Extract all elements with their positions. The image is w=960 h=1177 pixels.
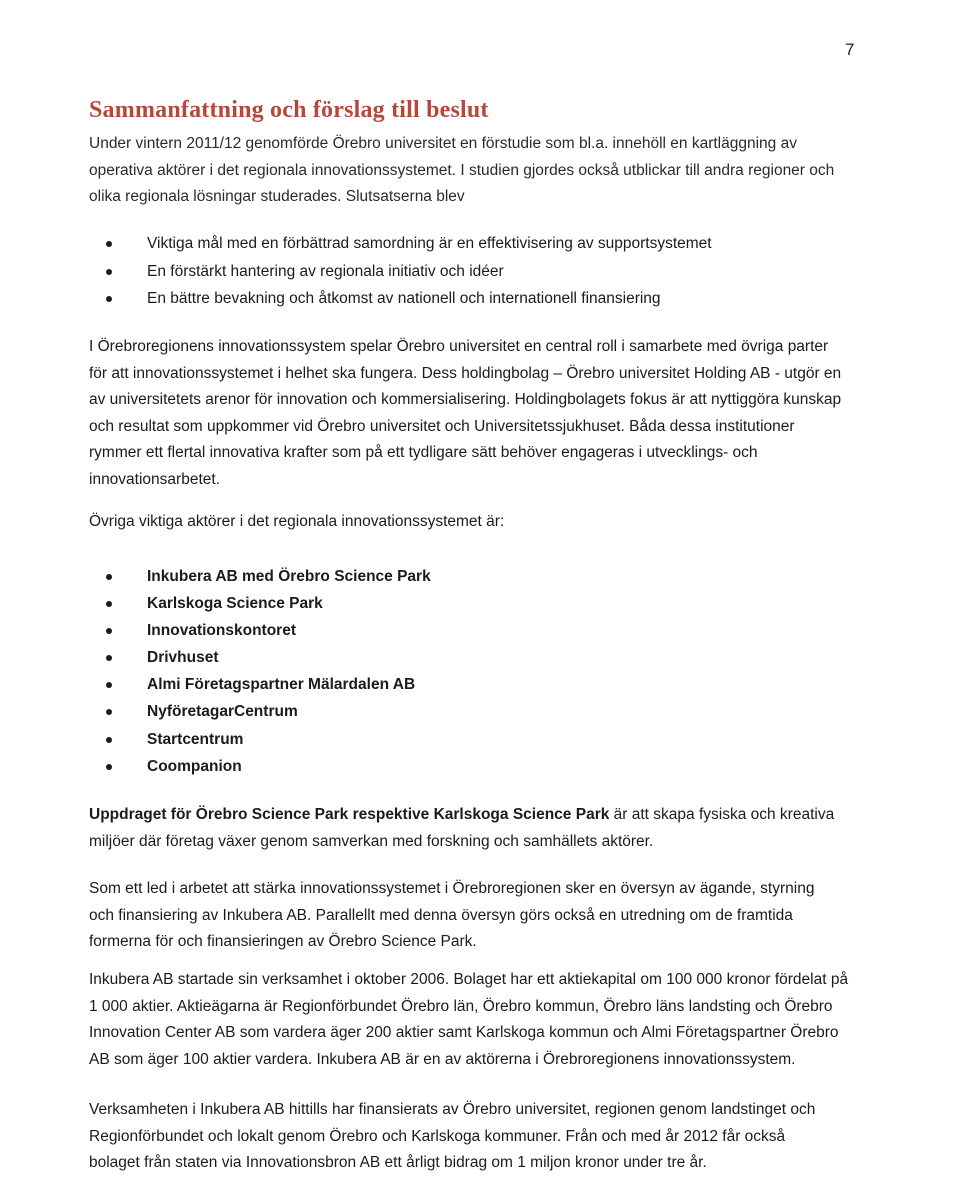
conclusions-list [106,230,712,313]
actor-name: Inkubera AB med Örebro Science Park [147,568,431,585]
actor-name: Innovationskontoret [147,622,296,640]
bullet-icon [106,682,112,688]
bullet-icon [106,764,112,770]
list-item [106,617,431,644]
list-item [106,590,431,617]
bullet-icon [106,269,112,275]
actor-name: Almi Företagspartner Mälardalen AB [147,676,416,694]
assignment-text: är att skapa fysiska och kreativa miljöer där företag växer genom samverkan med forskning och samhällets aktörer. [89,806,835,850]
assignment-bold-text: Uppdraget för Örebro Science Park respektive Karlskoga Science Park [89,806,610,823]
review-paragraph: Som ett led i arbetet att stärka innovationssystemet i Örebroregionen sker en översyn av ägande, styrning och finansiering av Inkubera AB. Parallellt med denna översyn görs också en utredning om de framtida formerna för och finansieringen av Örebro Science Park. [89,880,815,950]
actors-list [106,563,431,780]
page-number: 7 [845,40,855,59]
actor-name: Startcentrum [147,730,244,748]
list-item [106,563,431,590]
list-item [106,671,431,698]
list-item [106,644,431,671]
bullet-icon [106,737,112,743]
actor-name: Karlskoga Science Park [147,595,323,613]
bullet-icon [106,574,112,580]
bullet-icon [106,628,112,634]
list-item [106,230,712,258]
bullet-icon [106,709,112,715]
list-item [106,726,431,753]
section-heading: Sammanfattning och förslag till beslut [89,97,489,123]
actors-intro: Övriga viktiga aktörer i det regionala innovationssystemet är: [89,513,505,530]
inkubera-paragraph: Inkubera AB startade sin verksamhet i oktober 2006. Bolaget har ett aktiekapital om 100 000 kronor fördelat på 1 000 aktier. Aktieägarna är Regionförbundet Örebro län, Örebro kommun, Örebro läns landsting och Örebro Innovation Center AB som vardera äger 200 aktier samt Karlskoga kommun och Almi Företagspartner Örebro AB som äger 100 aktier vardera. Inkubera AB är en av aktörerna i Örebroregionens innovationssystem. [89,971,849,1068]
university-paragraph: I Örebroregionens innovationssystem spelar Örebro universitet en central roll i samarbete med övriga parter för att innovationssystemet i helhet ska fungera. Dess holdingbolag – Örebro universitet Holding AB - utgör en av universitetets arenor för innovation och kommersialisering. Holdingbolagets fokus är att nyttiggöra kunskap och resultat som uppkommer vid Örebro universitet och Universitetssjukhuset. Båda dessa institutioner rymmer ett flertal innovativa krafter som på ett tydligare sätt behöver engageras i utvecklings- och innovationsarbetet. [89,338,842,488]
bullet-icon [106,241,112,247]
actor-name: Coompanion [147,757,242,775]
actor-name: Drivhuset [147,649,219,667]
assignment-paragraph [89,802,864,855]
list-item [106,258,712,286]
bullet-icon [106,601,112,607]
bullet-icon [106,296,112,302]
list-item-text: Viktiga mål med en förbättrad samordning är en effektivisering av supportsystemet [147,235,712,252]
funding-paragraph: Verksamheten i Inkubera AB hittills har finansierats av Örebro universitet, regionen genom landstinget och Regionförbundet och lokalt genom Örebro och Karlskoga kommuner. Från och med år 2012 får också bolaget från staten via Innovationsbron AB ett årligt bidrag om 1 miljon kronor under tre år. [89,1101,816,1171]
list-item-text: En förstärkt hantering av regionala initiativ och idéer [147,262,504,280]
intro-paragraph: Under vintern 2011/12 genomförde Örebro universitet en förstudie som bl.a. innehöll en kartläggning av operativa aktörer i det regionala innovationssystemet. I studien gjordes också utblickar till andra regioner och olika regionala lösningar studerades. Slutsatserna blev [89,135,835,205]
actor-name: NyföretagarCentrum [147,703,298,721]
bullet-icon [106,655,112,661]
list-item [106,753,431,780]
list-item [106,285,712,313]
list-item [106,698,431,725]
list-item-text: En bättre bevakning och åtkomst av nationell och internationell finansiering [147,290,661,307]
